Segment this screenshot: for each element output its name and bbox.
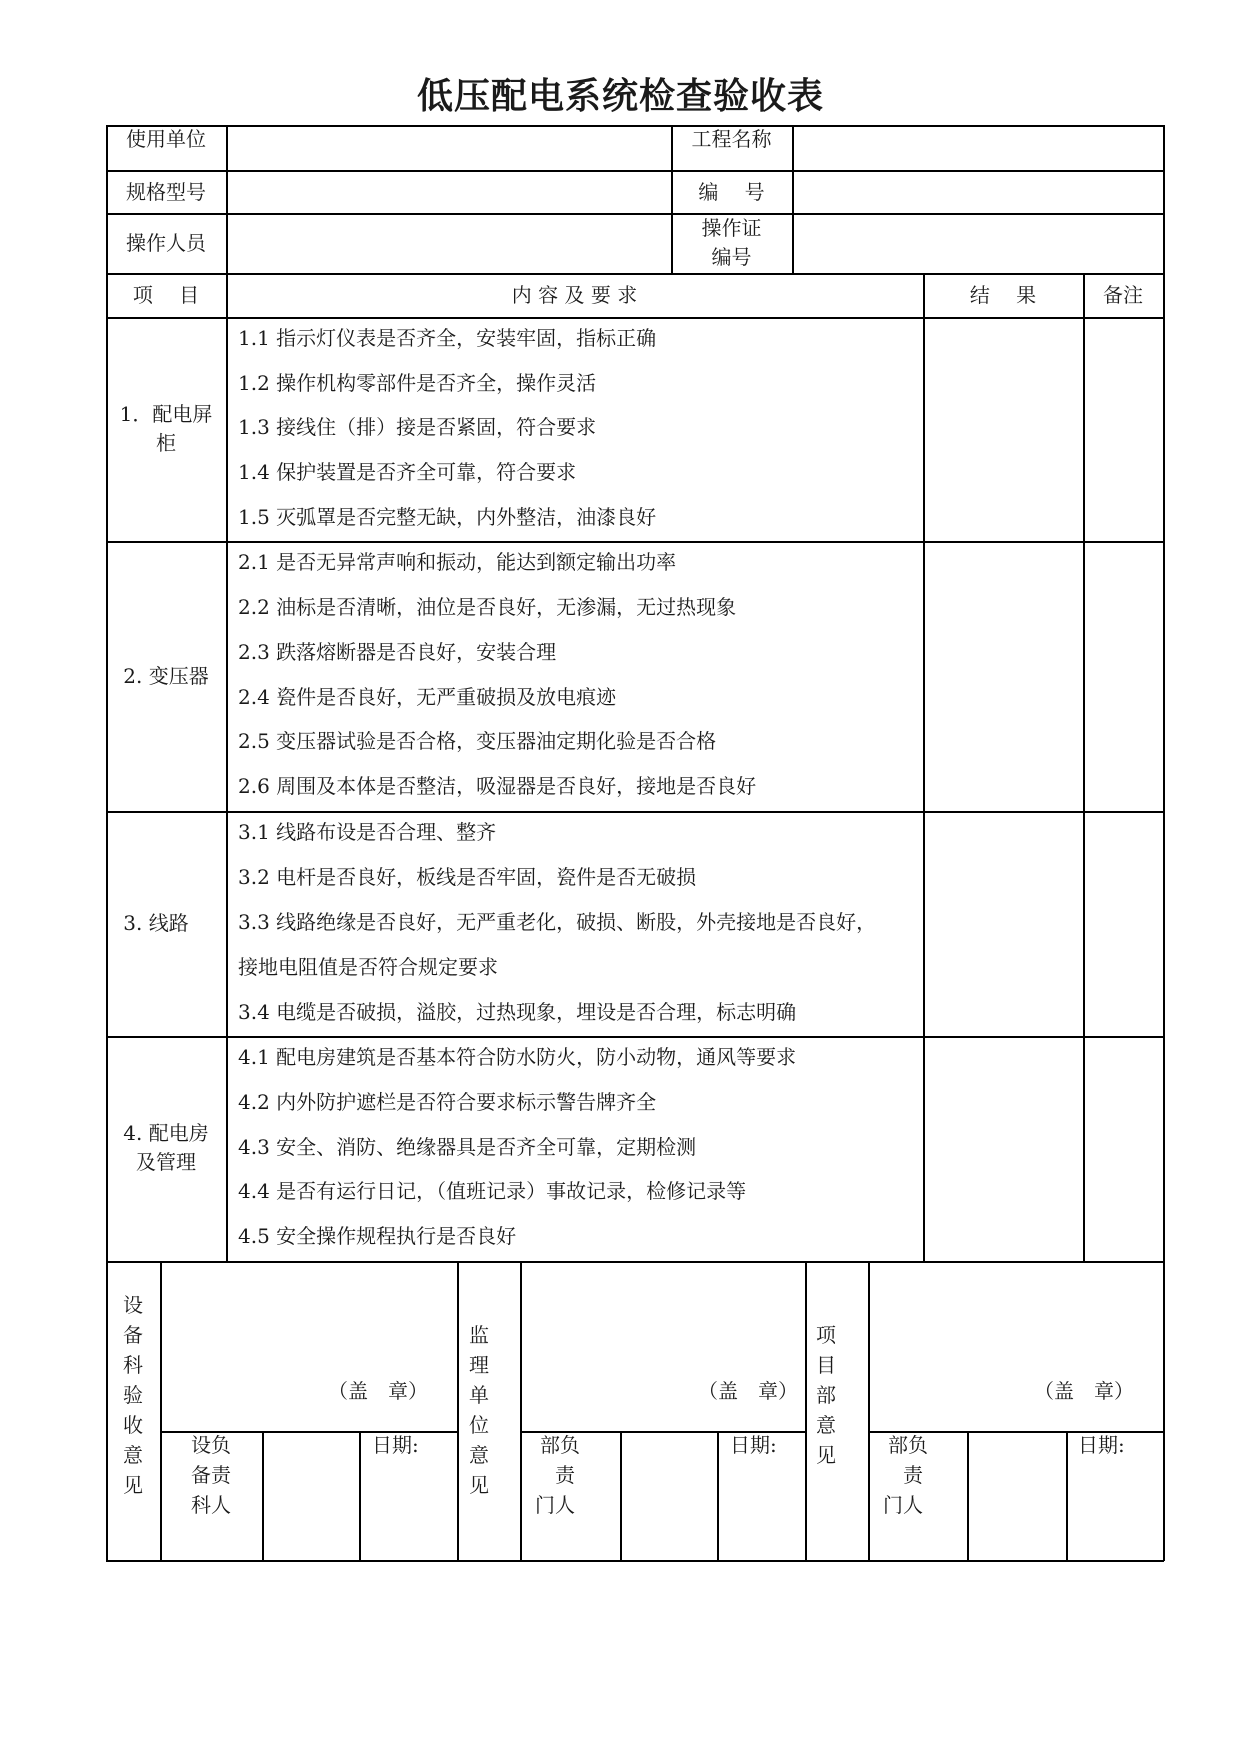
page-title: 低压配电系统检查验收表 bbox=[416, 75, 824, 117]
requirement-item: 2.3 跌落熔断器是否良好，安装合理 bbox=[238, 640, 557, 664]
signoff-col-divider bbox=[620, 1431, 622, 1561]
requirement-item: 2.4 瓷件是否良好，无严重破损及放电痕迹 bbox=[238, 685, 617, 709]
col-divider bbox=[1083, 273, 1085, 1262]
section-divider bbox=[106, 541, 1164, 543]
table-right-border bbox=[1163, 125, 1165, 1561]
section-3-name: 3. 线路 bbox=[123, 911, 189, 935]
number-label: 编 号 bbox=[698, 180, 765, 204]
model-label: 规格型号 bbox=[126, 180, 206, 204]
row-divider bbox=[106, 317, 1164, 319]
unit-label: 使用单位 bbox=[126, 127, 206, 151]
project-label: 工程名称 bbox=[691, 127, 772, 151]
equipment-person-label-3: 科人 bbox=[191, 1493, 231, 1517]
col-header-result: 结 果 bbox=[969, 283, 1037, 307]
requirement-item: 4.5 安全操作规程执行是否良好 bbox=[238, 1224, 517, 1248]
requirement-item: 1.2 操作机构零部件是否齐全，操作灵活 bbox=[238, 371, 597, 395]
col-header-item: 项 目 bbox=[132, 283, 200, 307]
project-seal: （盖 章） bbox=[1034, 1379, 1134, 1403]
section-2-name: 2. 变压器 bbox=[123, 664, 209, 688]
signoff-col-divider bbox=[967, 1431, 969, 1561]
equipment-date-label: 日期: bbox=[372, 1433, 419, 1457]
section-divider bbox=[106, 1036, 1164, 1038]
supervision-person-label-3: 门人 bbox=[535, 1493, 575, 1517]
requirement-item: 4.2 内外防护遮栏是否符合要求标示警告牌齐全 bbox=[238, 1090, 657, 1114]
supervision-seal: （盖 章） bbox=[698, 1379, 798, 1403]
requirement-item: 1.4 保护装置是否齐全可靠，符合要求 bbox=[238, 460, 577, 484]
requirement-item: 4.1 配电房建筑是否基本符合防水防火，防小动物，通风等要求 bbox=[238, 1045, 797, 1069]
equipment-person-label-1: 设负 bbox=[191, 1433, 231, 1457]
requirement-item: 3.1 线路布设是否合理、整齐 bbox=[238, 820, 497, 844]
section-divider bbox=[106, 1261, 1164, 1263]
col-header-note: 备注 bbox=[1103, 283, 1143, 307]
cert-label-line2: 编号 bbox=[711, 245, 752, 269]
section-4-name: 4. 配电房 bbox=[123, 1121, 209, 1145]
table-left-border bbox=[106, 125, 108, 1561]
requirement-item: 2.1 是否无异常声响和振动，能达到额定输出功率 bbox=[238, 550, 677, 574]
project-person-label-1: 部负 bbox=[888, 1433, 928, 1457]
requirement-item: 4.4 是否有运行日记，（值班记录）事故记录，检修记录等 bbox=[238, 1179, 747, 1203]
supervision-person-label-1: 部负 bbox=[540, 1433, 580, 1457]
col-divider bbox=[923, 273, 925, 1262]
requirement-item: 2.6 周围及本体是否整洁，吸湿器是否良好，接地是否良好 bbox=[238, 774, 757, 798]
signoff-col-divider bbox=[1066, 1431, 1068, 1561]
equipment-person-label-2: 备责 bbox=[191, 1463, 231, 1487]
row-divider bbox=[106, 273, 1164, 275]
signoff-col-divider bbox=[359, 1431, 361, 1561]
section-4-name-cont: 及管理 bbox=[136, 1150, 196, 1174]
project-date-label: 日期: bbox=[1078, 1433, 1125, 1457]
row-divider bbox=[106, 213, 1164, 215]
requirement-item: 2.2 油标是否清晰，油位是否良好，无渗漏，无过热现象 bbox=[238, 595, 737, 619]
project-opinion-label: 项目部意见 bbox=[816, 1323, 836, 1467]
col-header-content: 内 容 及 要 求 bbox=[511, 283, 638, 307]
supervision-person-label-2: 责 bbox=[555, 1463, 575, 1487]
table-top-border bbox=[106, 125, 1164, 127]
operator-label: 操作人员 bbox=[126, 231, 206, 255]
requirement-item: 1.1 指示灯仪表是否齐全，安装牢固，指标正确 bbox=[238, 326, 657, 350]
signoff-col-divider bbox=[717, 1431, 719, 1561]
row-divider bbox=[106, 170, 1164, 172]
requirement-item: 1.3 接线住（排）接是否紧固，符合要求 bbox=[238, 415, 597, 439]
equipment-opinion-label: 设备科验收意见 bbox=[123, 1293, 143, 1497]
cert-label-line1: 操作证 bbox=[701, 216, 762, 240]
requirement-item: 3.2 电杆是否良好，板线是否牢固，瓷件是否无破损 bbox=[238, 865, 697, 889]
requirement-item: 2.5 变压器试验是否合格，变压器油定期化验是否合格 bbox=[238, 729, 717, 753]
requirement-item: 接地电阻值是否符合规定要求 bbox=[238, 955, 498, 979]
signoff-col-divider bbox=[262, 1431, 264, 1561]
col-divider bbox=[792, 125, 794, 274]
requirement-item: 4.3 安全、消防、绝缘器具是否齐全可靠，定期检测 bbox=[238, 1135, 697, 1159]
section-1-name-cont: 柜 bbox=[156, 431, 176, 455]
supervision-opinion-label: 监理单位意见 bbox=[469, 1323, 489, 1497]
requirement-item: 1.5 灭弧罩是否完整无缺，内外整洁，油漆良好 bbox=[238, 505, 657, 529]
project-person-label-3: 门人 bbox=[883, 1493, 923, 1517]
equipment-seal: （盖 章） bbox=[328, 1379, 428, 1403]
requirement-item: 3.3 线路绝缘是否良好，无严重老化，破损、断股，外壳接地是否良好， bbox=[238, 910, 877, 934]
supervision-date-label: 日期: bbox=[730, 1433, 777, 1457]
requirement-item: 3.4 电缆是否破损，溢胶，过热现象，埋设是否合理，标志明确 bbox=[238, 1000, 797, 1024]
signoff-col-divider bbox=[805, 1261, 807, 1561]
project-person-label-2: 责 bbox=[903, 1463, 923, 1487]
signoff-col-divider bbox=[457, 1261, 459, 1561]
section-divider bbox=[106, 811, 1164, 813]
table-bottom-border bbox=[106, 1560, 1164, 1562]
section-1-name: 1．配电屏 bbox=[119, 402, 213, 426]
